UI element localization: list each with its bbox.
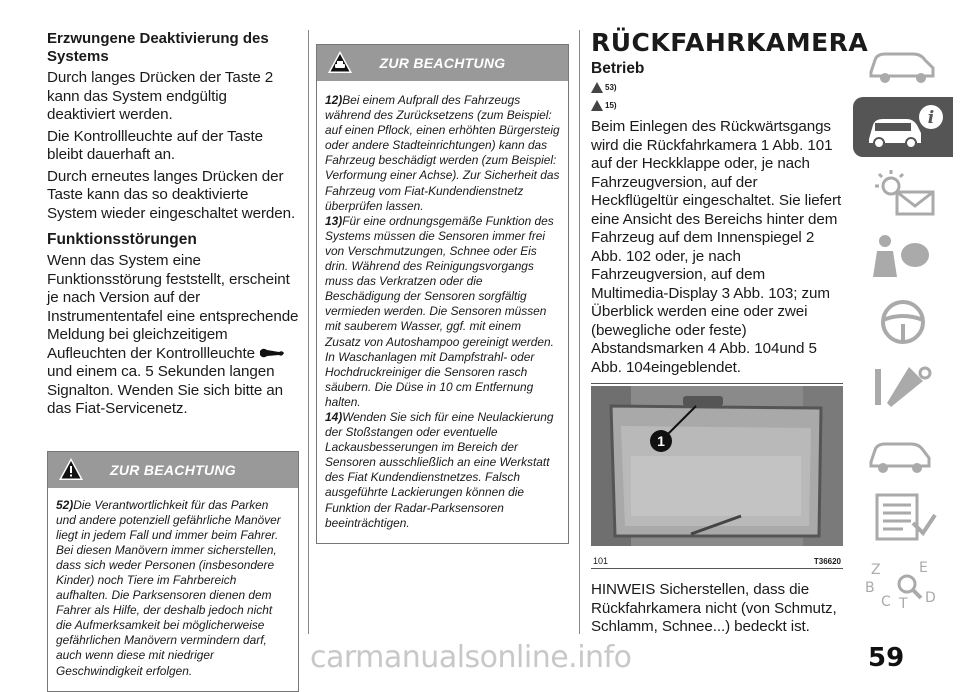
note-text: Die Verantwortlichkeit für das Parken und andere potenziell gefährliche Manöver liegt in jedem Fall und immer beim Fahrer. Bei diesen Manövern immer sicherstellen, dass sich weder Personen (insbesondere Kinder) noch Tiere im Fahrbereich aufhalten. Die Parksensoren dienen dem Fahrer als Hilfe, der deshalb jedoch nicht die Aufmerksamkeit bei möglicherweise gefährlichen Manövern vermindern darf, auch wenn diese mit niedriger Geschwindigkeit erfolgen. bbox=[56, 497, 281, 678]
sidebar-item-info[interactable] bbox=[853, 97, 953, 157]
index-letter: B bbox=[865, 580, 875, 596]
warning-car-icon bbox=[591, 100, 603, 111]
figure-code: T36620 bbox=[813, 557, 841, 566]
paragraph: HINWEIS Sicherstellen, dass die Rückfahrkamera nicht (von Schmutz, Schlamm, Schnee...) bedeckt ist. bbox=[591, 581, 837, 635]
paragraph bbox=[47, 252, 299, 419]
sidebar-item-index[interactable] bbox=[853, 552, 953, 612]
figure-number: 101 bbox=[593, 556, 609, 566]
sidebar-item-warning-lights[interactable] bbox=[853, 162, 953, 222]
note-number: 13) bbox=[325, 213, 343, 228]
section-heading: Funktionsstörungen bbox=[47, 231, 197, 248]
car-info-icon bbox=[863, 103, 943, 151]
paragraph: Die Kontrollleuchte auf der Taste bleibt dauerhaft an. bbox=[47, 127, 263, 163]
checklist-icon bbox=[863, 493, 943, 541]
paragraph-text: Wenn das System eine Funktionsstörung feststellt, erscheint je nach Version auf der Instrumententafel eine entsprechende Meldung bei gleichzeitigem Aufleuchten der Kontrollleuchte bbox=[47, 252, 299, 362]
section-heading: Betrieb bbox=[591, 60, 645, 77]
note-number: 12) bbox=[325, 93, 343, 107]
warning-title: ZUR BEACHTUNG bbox=[109, 461, 236, 478]
column-left bbox=[47, 30, 299, 692]
warning-triangle-icon bbox=[591, 82, 603, 93]
figure-101 bbox=[591, 383, 843, 569]
column-divider bbox=[579, 30, 580, 634]
note-item bbox=[325, 410, 560, 531]
sidebar-item-driving[interactable] bbox=[853, 292, 953, 352]
index-letter: C bbox=[881, 594, 891, 610]
sidebar-item-exterior[interactable] bbox=[853, 32, 953, 92]
section-heading: Erzwungene Deaktivierung des Systems bbox=[47, 30, 269, 65]
steering-wheel-icon bbox=[863, 298, 943, 346]
warning-title: ZUR BEACHTUNG bbox=[379, 55, 506, 71]
column-right bbox=[591, 28, 869, 637]
note-item bbox=[325, 214, 560, 410]
sidebar-item-technical-data[interactable] bbox=[853, 487, 953, 547]
reference-number: 53) bbox=[605, 82, 617, 92]
index-letter: D bbox=[925, 590, 936, 606]
car-exterior-icon bbox=[863, 38, 943, 86]
sidebar-item-emergency[interactable] bbox=[853, 357, 953, 417]
reference-marker bbox=[591, 78, 843, 96]
rear-door-photo bbox=[591, 386, 843, 546]
paragraph: Beim Einlegen des Rückwärtsgangs wird die Rückfahrkamera 1 Abb. 101 auf der Heckklappe oder, je nach Fahrzeugversion, auf der Heckflügeltür eingeschaltet. Sie liefert eine Ansicht des Bereichs hinter dem Fahrzeug auf dem Innenspiegel 2 Abb. 102 oder, je nach Fahrzeugversion, auf dem Multimedia-Display 3 Abb. 103; zum Überblick werden eine oder zwei (bewegliche oder feste) Abstandsmarken 4 Abb. 104und 5 Abb. 104eingeblendet. bbox=[591, 118, 842, 376]
warning-text bbox=[317, 81, 568, 543]
note-text: Wenden Sie sich für eine Neulackierung der Stoßstangen oder eventuelle Lackausbesserungen im Bereich der Sensoren ausschließlich an eine Werkstatt des Fiat Kundendienstnetzes. Falsch ausgeführte Lackierungen können die Funktion der Radar-Parksensoren beeinträchtigen. bbox=[325, 409, 554, 530]
note-number: 52) bbox=[56, 497, 74, 512]
column-middle bbox=[316, 44, 569, 544]
car-service-icon bbox=[863, 428, 943, 476]
index-letter: E bbox=[919, 560, 928, 576]
tools-icon bbox=[863, 363, 943, 411]
page-number: 59 bbox=[868, 643, 905, 673]
index-letter: Z bbox=[871, 562, 881, 578]
figure-callout: 1 bbox=[657, 433, 665, 449]
note-text: Bei einem Aufprall des Fahrzeugs während des Zurücksetzens (zum Beispiel: auf einen Pflock, einen erhöhten Bürgersteig oder andere Stadteinrichtungen) kann das Fahrzeug beschädigt werden (zum Beispiel: Verformung einer Achse). Zur Sicherheit das Fahrzeug vom Fiat-Kundendienstnetz überprüfen lassen. bbox=[325, 93, 560, 213]
paragraph: Durch langes Drücken der Taste 2 kann das System endgültig deaktiviert werden. bbox=[47, 69, 274, 123]
reference-number: 15) bbox=[605, 100, 617, 110]
note-number: 14) bbox=[325, 409, 343, 424]
wrench-warning-icon bbox=[259, 347, 285, 359]
warning-box bbox=[47, 451, 299, 692]
note-text: Für eine ordnungsgemäße Funktion des Systems müssen die Sensoren immer frei von Verschmutzungen, Schnee oder Eis drin. Während des Reinigungsvorgangs muss das Verkratzen oder die Beschädigung der Sensoren sorgfältig vermieden werden. Die Sensoren müssen mit sauberem Wasser, ggf. mit einem Zusatz von Autoshampoo gereinigt werden. In Waschanlagen mit Dampfstrahl- oder Hochdruckreiniger die Sensoren rasch säubern. Die Düse in 10 cm Entfernung halten. bbox=[325, 213, 554, 409]
warning-lights-icon bbox=[863, 168, 943, 216]
svg-text:i: i bbox=[927, 108, 935, 128]
paragraph-text: und einem ca. 5 Sekunden langen Signalton. Wenden Sie sich bitte an das Fiat-Servicenetz. bbox=[47, 363, 283, 417]
chapter-title: RÜCKFAHRKAMERA bbox=[591, 28, 869, 57]
index-letter: T bbox=[899, 596, 908, 610]
reference-marker bbox=[591, 96, 843, 114]
watermark: carmanualsonline.info bbox=[310, 640, 632, 675]
chapter-sidebar bbox=[853, 32, 960, 617]
warning-header bbox=[48, 452, 298, 488]
sidebar-item-safety[interactable] bbox=[853, 227, 953, 287]
note-item bbox=[325, 93, 560, 214]
warning-header bbox=[317, 45, 568, 81]
sidebar-item-service[interactable] bbox=[853, 422, 953, 482]
airbag-safety-icon bbox=[863, 233, 943, 281]
paragraph: Durch erneutes langes Drücken der Taste kann das so deaktivierte System wieder eingeschaltet werden. bbox=[47, 167, 296, 222]
alphabet-index-icon bbox=[863, 558, 943, 610]
warning-box bbox=[316, 44, 569, 544]
warning-text bbox=[48, 488, 298, 691]
column-divider bbox=[308, 30, 309, 634]
